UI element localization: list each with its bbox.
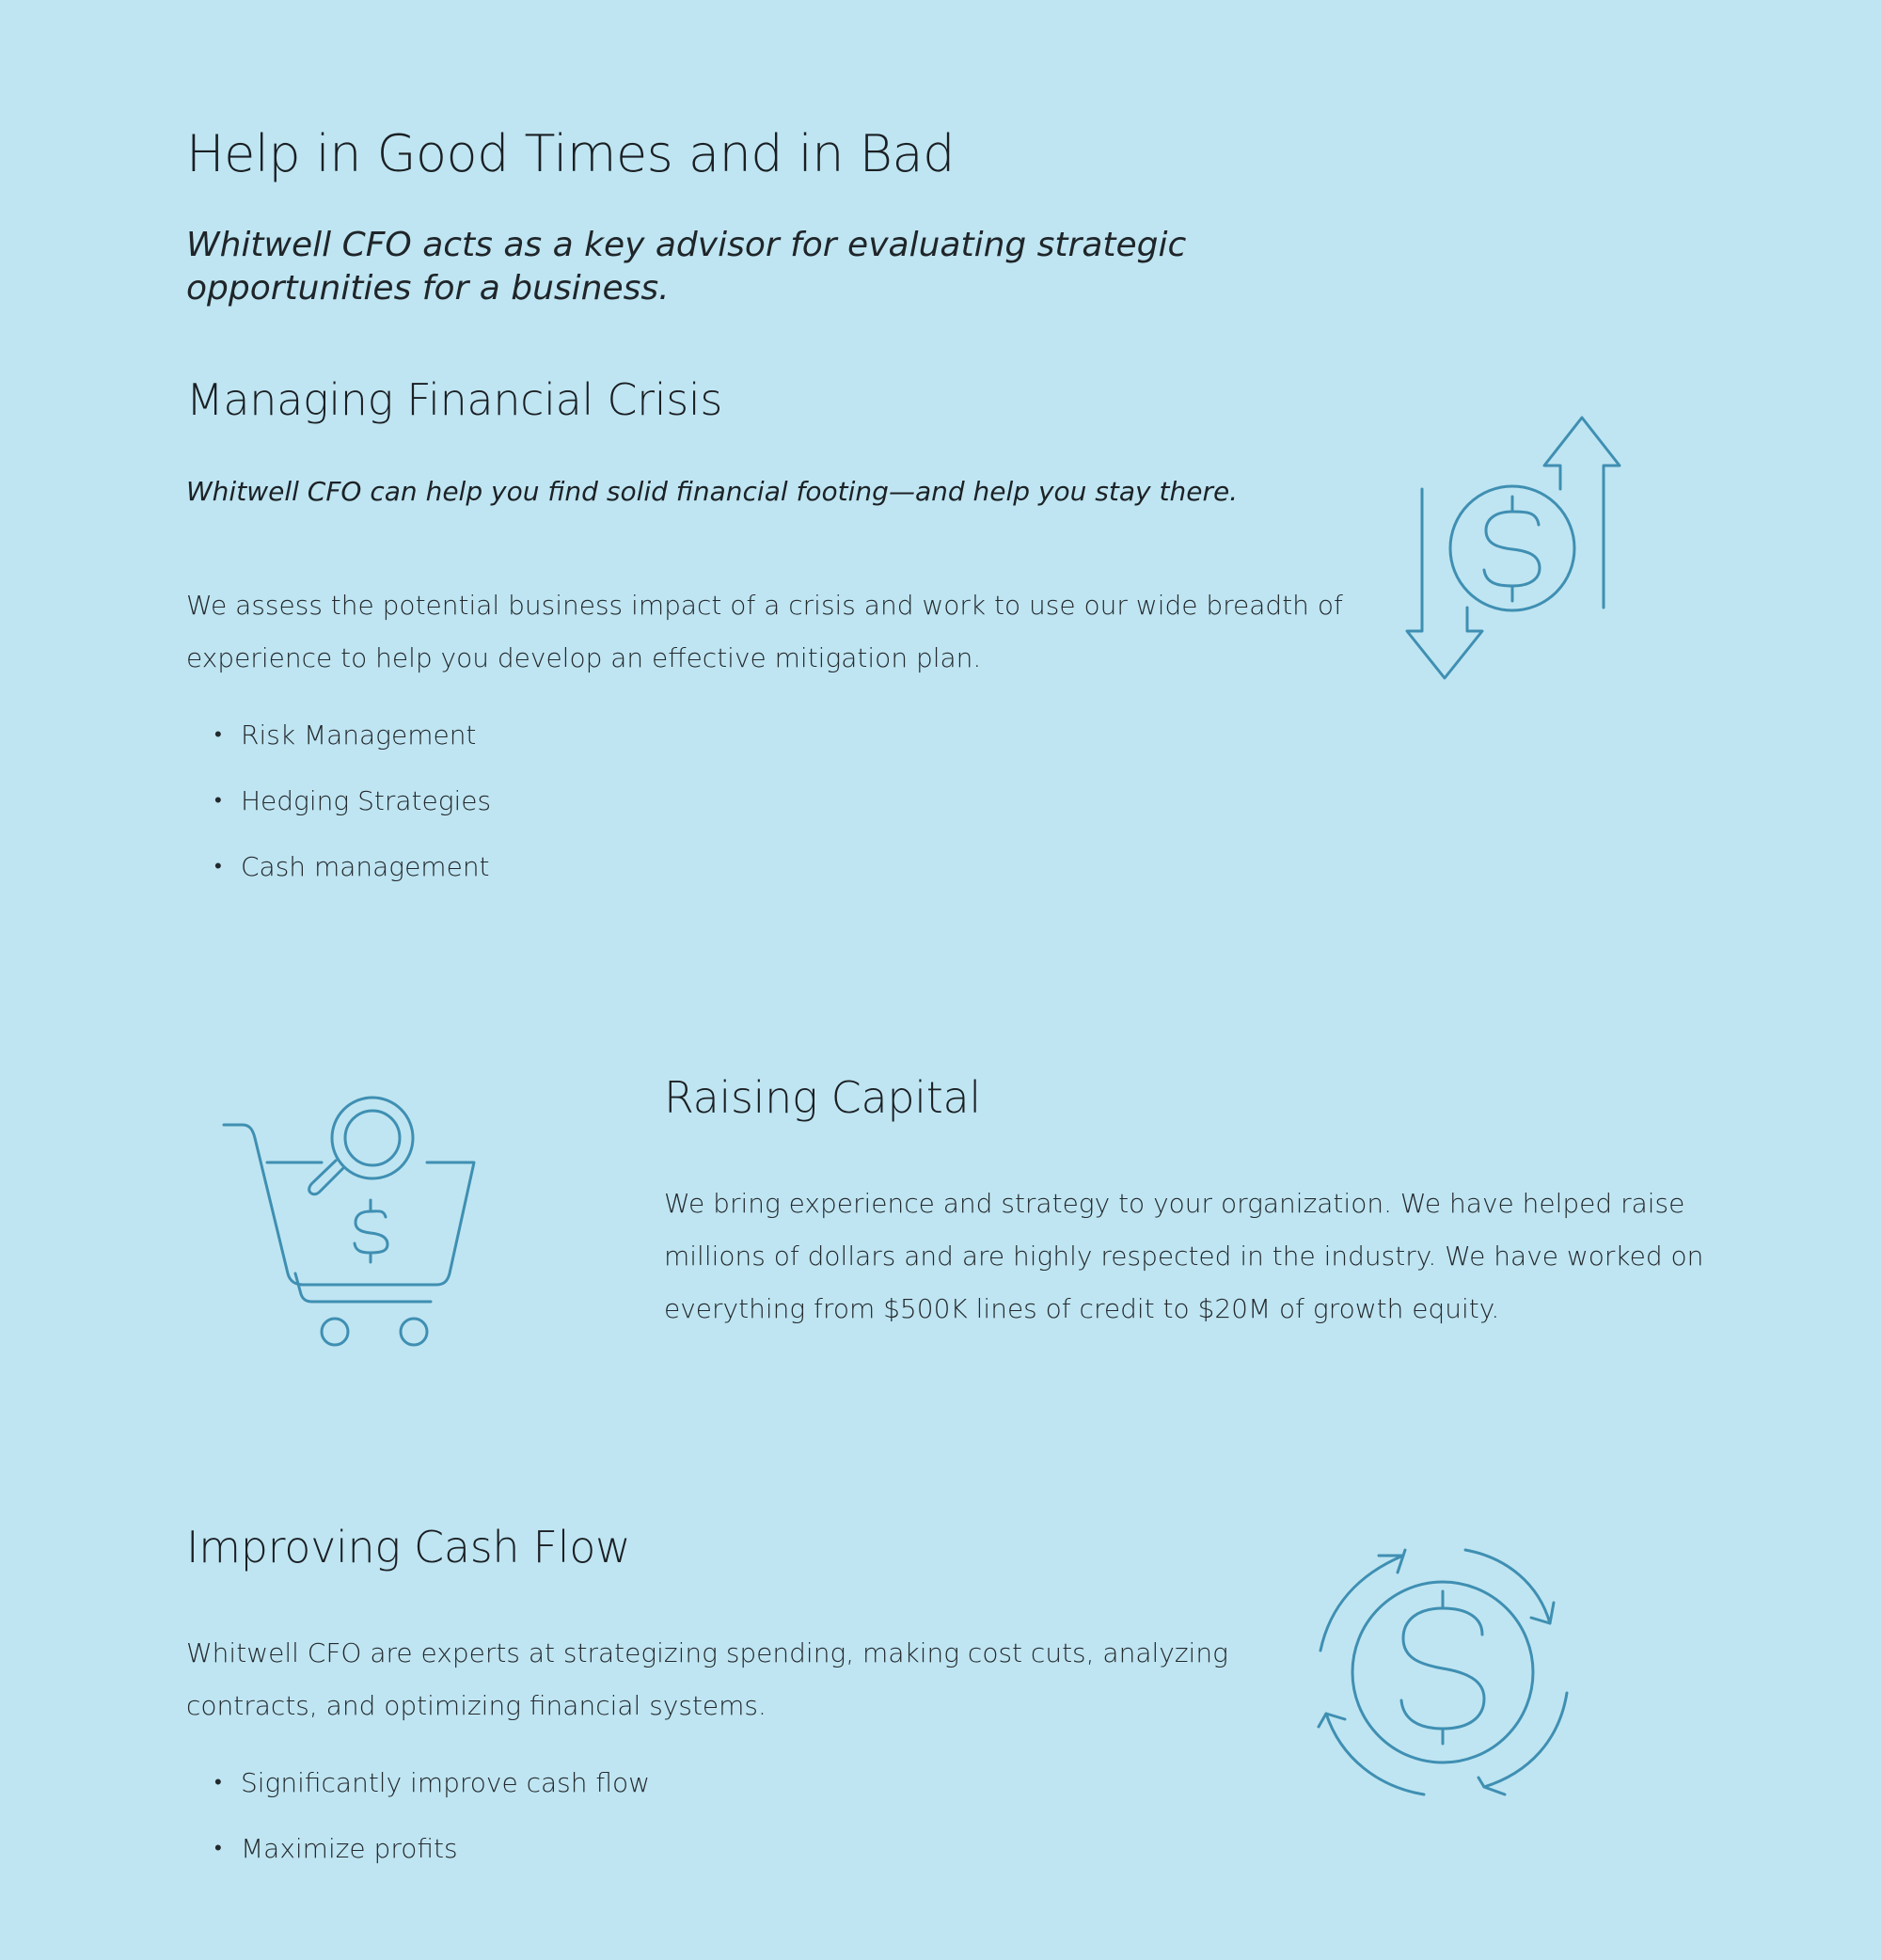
cashflow-bullet-list: [186, 1764, 650, 1896]
list-item: • Hedging Strategies: [186, 782, 491, 848]
list-item: • Significantly improve cash flow: [186, 1764, 650, 1830]
cart-magnifier-dollar-icon: [222, 1095, 485, 1349]
section-title-improving-cash-flow: Improving Cash Flow: [186, 1522, 631, 1573]
dollar-exchange-arrows-icon: [1399, 414, 1625, 683]
intro-lead: Whitwell CFO acts as a key advisor for evaluating strategic opportunities for a business.: [186, 226, 1187, 308]
list-item: • Maximize profits: [186, 1830, 650, 1896]
section-title-managing-financial-crisis: Managing Financial Crisis: [186, 374, 723, 425]
section-body-crisis: We assess the potential business impact of a crisis and work to use our wide breadth of experience to help you develop an effective mitigation plan.: [186, 590, 1343, 673]
page-title: Help in Good Times and in Bad: [186, 124, 955, 183]
section-tagline-crisis: Whitwell CFO can help you find solid financial footing—and help you stay there.: [186, 476, 1239, 507]
section-body-cashflow: Whitwell CFO are experts at strategizing spending, making cost cuts, analyzing contracts, and optimizing financial systems.: [186, 1637, 1228, 1721]
list-item: • Risk Management: [186, 717, 491, 782]
dollar-cycle-arrows-icon: [1313, 1542, 1576, 1802]
list-item: • Cash management: [186, 848, 491, 914]
section-body-capital: We bring experience and strategy to your organization. We have helped raise millions of dollars and are highly respected in the industry. We have worked on everything from $500K lines of credit to $20M of growth equity.: [664, 1188, 1704, 1324]
crisis-bullet-list: [186, 717, 491, 914]
section-title-raising-capital: Raising Capital: [664, 1072, 981, 1123]
